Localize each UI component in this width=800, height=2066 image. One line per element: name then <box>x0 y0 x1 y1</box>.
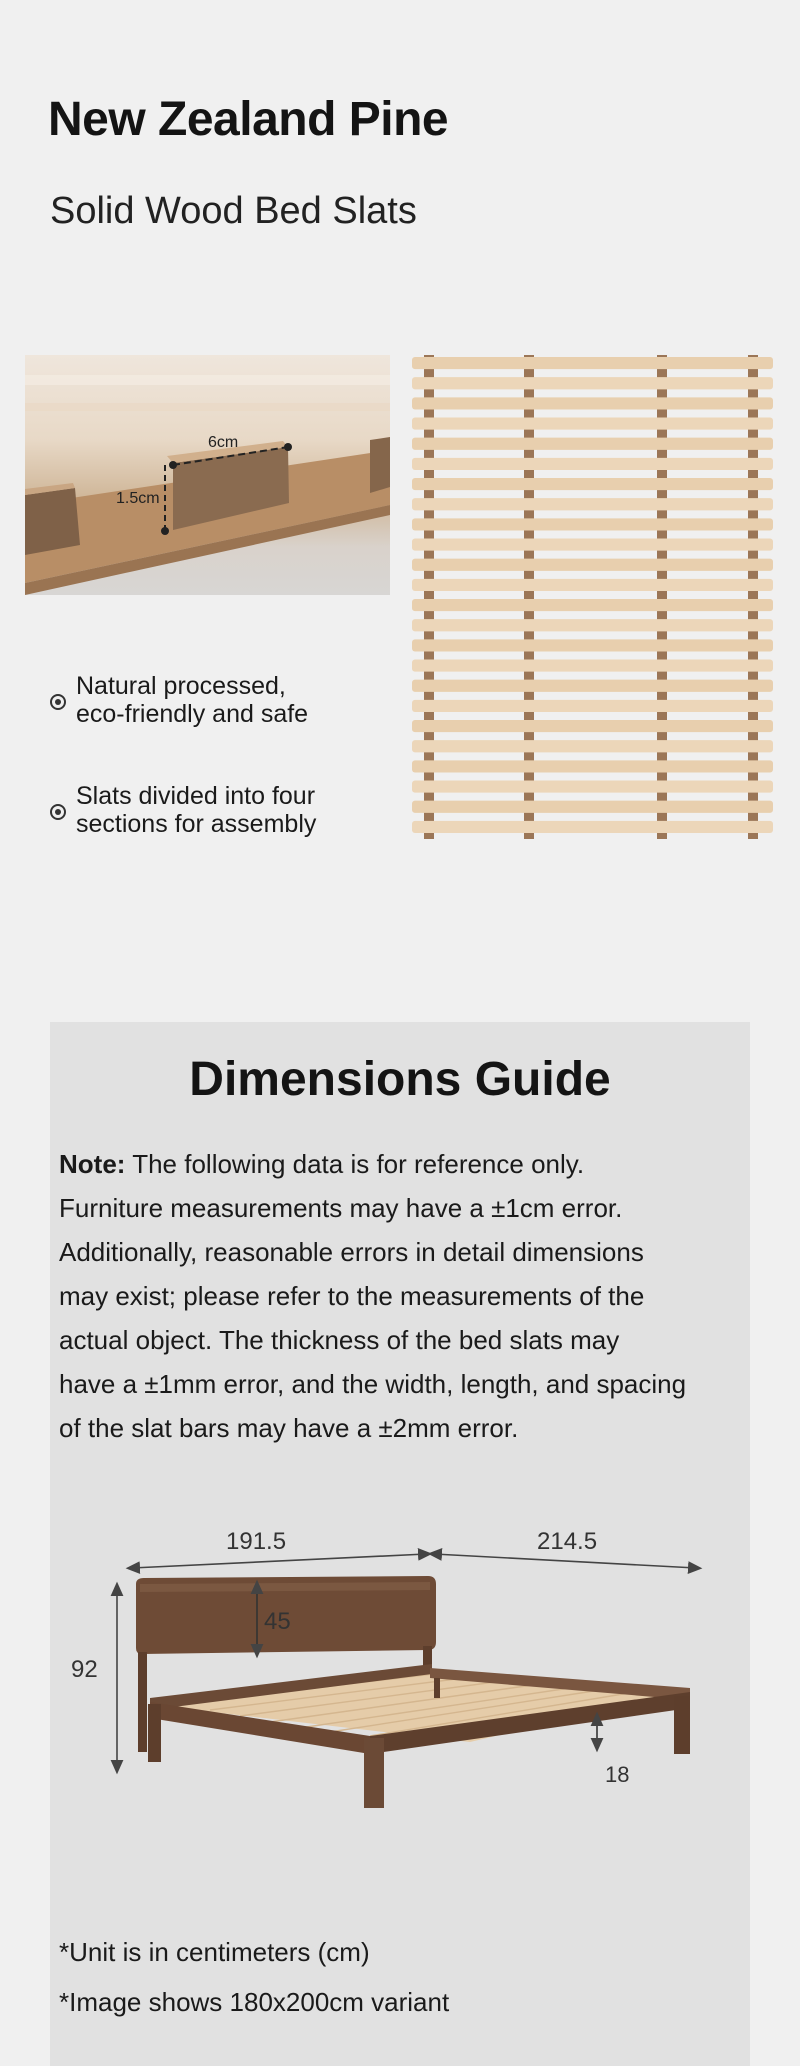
feature-text-line: sections for assembly <box>76 810 317 838</box>
feature-text-line: eco-friendly and safe <box>76 700 309 728</box>
slat-closeup-illustration <box>25 355 390 595</box>
dimensions-panel <box>50 1022 750 2066</box>
slat-bar <box>412 599 773 611</box>
slat-bar <box>412 357 773 369</box>
slat-bar <box>412 438 773 450</box>
note-line-4: actual object. The thickness of the bed slats may <box>59 1325 620 1355</box>
radio-bullet-icon <box>50 694 66 710</box>
page-title: New Zealand Pine <box>48 93 449 146</box>
feature-item-assembly <box>50 782 390 892</box>
note-line-1: Furniture measurements may have a ±1cm error. <box>59 1193 623 1223</box>
slats-frame-illustration <box>412 355 773 839</box>
slat-bar <box>412 518 773 530</box>
slat-bar <box>412 639 773 651</box>
bed-dimension-diagram <box>50 1492 750 1852</box>
headboard-dimension-label: 45 <box>264 1608 291 1635</box>
slat-bar <box>412 720 773 732</box>
dimensions-note <box>59 1142 749 1450</box>
feature-text-line: Natural processed, <box>76 672 286 700</box>
slat-bar <box>412 619 773 631</box>
note-line-2: Additionally, reasonable errors in detail dimensions <box>59 1237 644 1267</box>
slat-bar <box>412 579 773 591</box>
slat-bar <box>412 498 773 510</box>
slat-bar <box>412 821 773 833</box>
feature-item-eco <box>50 672 390 782</box>
feature-list <box>50 672 390 892</box>
dimensions-title: Dimensions Guide <box>189 1053 611 1106</box>
slat-bar <box>412 397 773 409</box>
slat-thickness-label: 1.5cm <box>116 490 160 507</box>
footnote-units: *Unit is in centimeters (cm) <box>59 1937 370 1967</box>
note-label: Note: <box>59 1149 126 1179</box>
page-subtitle: Solid Wood Bed Slats <box>50 190 417 232</box>
slat-bar <box>412 418 773 430</box>
height-dimension-label: 92 <box>71 1656 98 1683</box>
slat-bar <box>412 377 773 389</box>
slat-bar <box>412 740 773 752</box>
slat-bar <box>412 680 773 692</box>
slat-bar <box>412 700 773 712</box>
note-line-3: may exist; please refer to the measurements of the <box>59 1281 645 1311</box>
note-line-6: of the slat bars may have a ±2mm error. <box>59 1413 519 1443</box>
slats-frame-photo <box>412 355 773 839</box>
clearance-dimension-label: 18 <box>605 1762 630 1787</box>
note-line-5: have a ±1mm error, and the width, length, and spacing <box>59 1369 687 1399</box>
slat-bar <box>412 478 773 490</box>
slat-bar <box>412 458 773 470</box>
slat-bar <box>412 539 773 551</box>
feature-text-line: Slats divided into four <box>76 782 316 810</box>
slat-bar <box>412 801 773 813</box>
bed-illustration <box>50 1492 750 1852</box>
slat-width-label: 6cm <box>208 434 239 451</box>
slat-closeup-photo <box>25 355 390 595</box>
slat-bar <box>412 559 773 571</box>
slat-bar <box>412 660 773 672</box>
footnote-variant: *Image shows 180x200cm variant <box>59 1987 450 2017</box>
slat-bar <box>412 781 773 793</box>
note-line-0: Note: The following data is for reference only. <box>59 1149 585 1179</box>
length-dimension-label: 214.5 <box>537 1528 598 1555</box>
radio-bullet-icon <box>50 804 66 820</box>
width-dimension-label: 191.5 <box>226 1528 287 1555</box>
slat-bar <box>412 760 773 772</box>
